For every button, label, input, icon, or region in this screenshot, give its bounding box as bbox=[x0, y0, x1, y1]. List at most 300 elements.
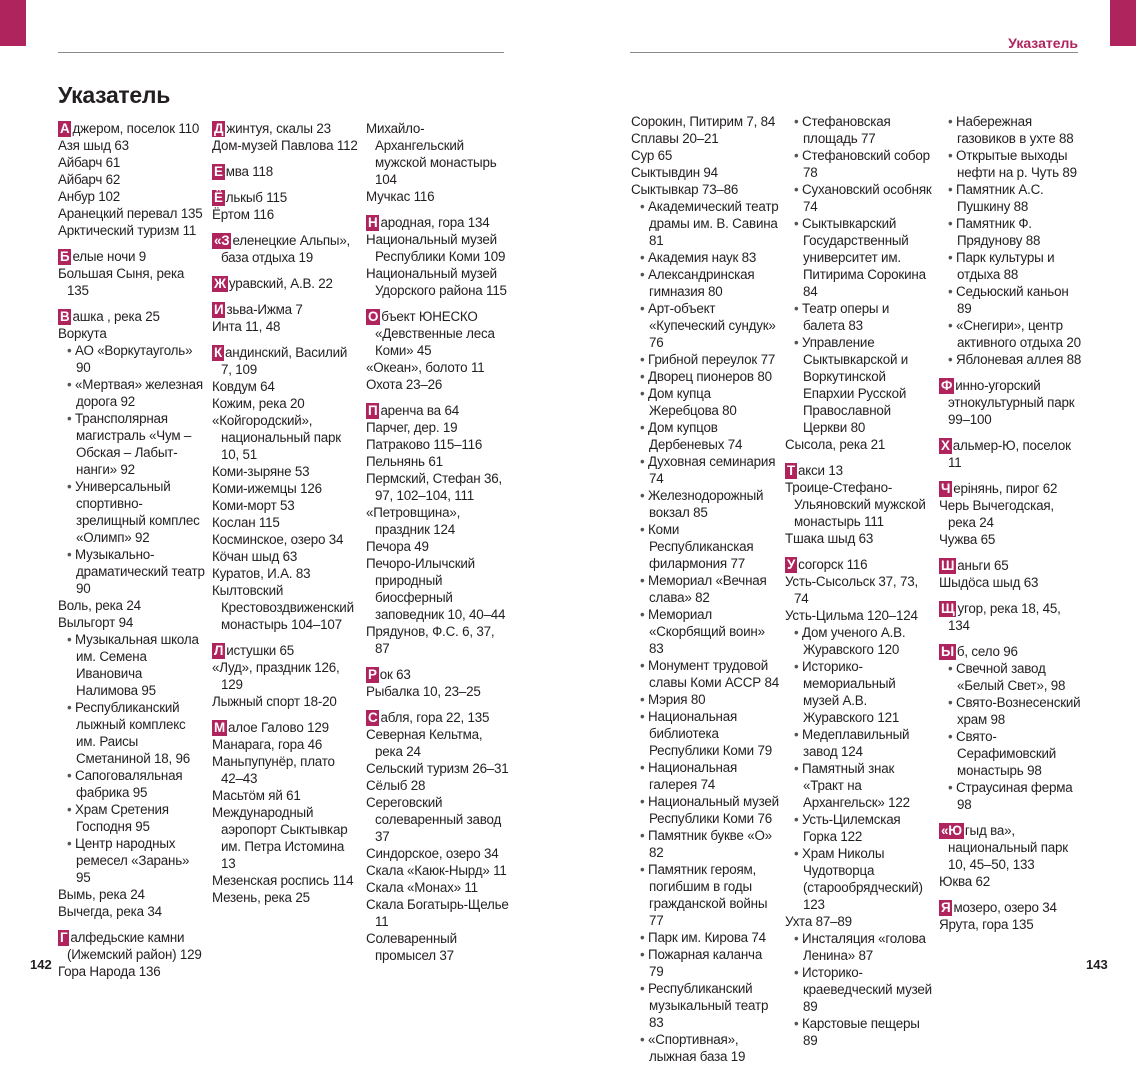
index-entry-text: Рыбалка 10, 23–25 bbox=[366, 684, 481, 699]
index-entry-text: Большая Сыня, река 135 bbox=[58, 266, 185, 298]
index-entry bbox=[212, 232, 360, 266]
index-subentry bbox=[785, 726, 933, 760]
index-subentry bbox=[631, 691, 779, 708]
index-section bbox=[939, 643, 1085, 813]
index-entry-text: истушки 65 bbox=[226, 643, 295, 658]
index-entry bbox=[366, 760, 512, 777]
index-entry-text: «Океан», болото 11 bbox=[366, 360, 485, 375]
index-subentry bbox=[785, 300, 933, 334]
index-entry-text: Свято-Серафимовский монастырь 98 bbox=[956, 729, 1057, 778]
index-entry-text: Инта 11, 48 bbox=[212, 319, 281, 334]
index-entry bbox=[366, 453, 512, 470]
index-subentry bbox=[939, 728, 1085, 779]
index-entry-text: Управление Сыктывкарской и Воркутинской Епархии Русской Православной Церкви 80 bbox=[802, 335, 909, 435]
index-entry bbox=[366, 231, 512, 265]
index-entry bbox=[785, 462, 933, 479]
index-entry-text: Коми-морт 53 bbox=[212, 498, 295, 513]
index-entry-text: мозеро, озеро 34 bbox=[953, 900, 1057, 915]
index-letter-badge: Ф bbox=[941, 378, 953, 393]
index-entry-text: Дом ученого А.В. Журавского 120 bbox=[802, 625, 906, 657]
index-entry-text: Музыкальная школа им. Семена Ивановича Налимова 95 bbox=[75, 632, 199, 698]
index-letter-badge: Щ bbox=[941, 601, 955, 616]
index-subentry bbox=[631, 300, 779, 351]
index-entry bbox=[939, 574, 1085, 591]
index-subentry bbox=[939, 283, 1085, 317]
index-subentry bbox=[631, 198, 779, 249]
index-entry-text: Историко-мемориальный музей А.В. Журавского 121 bbox=[802, 659, 900, 725]
index-letter-badge: О bbox=[368, 309, 379, 324]
index-entry-text: Кослан 115 bbox=[212, 515, 280, 530]
index-subentry bbox=[58, 801, 206, 835]
index-entry-text: Коми Республиканская филармония 77 bbox=[648, 522, 754, 571]
index-subentry bbox=[939, 147, 1085, 181]
index-subentry bbox=[631, 861, 779, 929]
index-letter-badge: К bbox=[214, 345, 222, 360]
index-entry bbox=[366, 709, 512, 726]
index-entry-text: Шыдöса шыд 63 bbox=[939, 575, 1039, 590]
index-entry bbox=[58, 597, 206, 614]
index-entry bbox=[212, 120, 360, 137]
index-entry-text: Сорокин, Питирим 7, 84 bbox=[631, 114, 776, 129]
index-entry-text: согорск 116 bbox=[798, 557, 868, 572]
index-entry-text: Косминское, озеро 34 bbox=[212, 532, 344, 547]
index-subentry bbox=[785, 624, 933, 658]
index-entry bbox=[939, 643, 1085, 660]
index-entry-text: Духовная семинария 74 bbox=[648, 454, 776, 486]
index-subentry bbox=[631, 351, 779, 368]
index-entry-text: Вычегда, река 34 bbox=[58, 904, 162, 919]
index-entry-text: ерінянь, пирог 62 bbox=[953, 481, 1058, 496]
index-entry-text: Гора Народа 136 bbox=[58, 964, 161, 979]
index-entry-text: Сплавы 20–21 bbox=[631, 131, 719, 146]
index-entry-text: Аранецкий перевал 135 bbox=[58, 206, 203, 221]
index-subentry bbox=[631, 759, 779, 793]
index-entry bbox=[366, 265, 512, 299]
index-entry-text: Пожарная каланча 79 bbox=[648, 947, 763, 979]
index-entry-text: Международный аэропорт Сыктывкар им. Петра Истомина 13 bbox=[212, 805, 348, 871]
index-section bbox=[785, 556, 933, 1049]
index-entry-text: Национальная галерея 74 bbox=[648, 760, 738, 792]
index-entry-text: Азя шыд 63 bbox=[58, 138, 129, 153]
index-section bbox=[939, 822, 1085, 890]
index-subentry bbox=[58, 546, 206, 597]
index-entry bbox=[939, 916, 1085, 933]
index-entry-text: Яблоневая аллея 88 bbox=[956, 352, 1082, 367]
index-letter-badge: Б bbox=[60, 249, 70, 264]
index-subentry bbox=[631, 419, 779, 453]
index-entry bbox=[366, 862, 512, 879]
index-subentry bbox=[631, 453, 779, 487]
index-column-1 bbox=[58, 120, 206, 980]
index-entry bbox=[58, 929, 206, 963]
index-entry-text: Лыжный спорт 18-20 bbox=[212, 694, 337, 709]
index-entry bbox=[366, 555, 512, 623]
index-entry-text: Патраково 115–116 bbox=[366, 437, 483, 452]
index-entry bbox=[58, 963, 206, 980]
index-entry-text: Набережная газовиков в ухте 88 bbox=[956, 114, 1074, 146]
index-entry bbox=[939, 557, 1085, 574]
index-subentry bbox=[58, 410, 206, 478]
index-entry-text: Свято-Вознесенский храм 98 bbox=[956, 695, 1081, 727]
page-title: Указатель bbox=[58, 82, 171, 108]
index-entry-text: «Койгородский», национальный парк 10, 51 bbox=[212, 413, 341, 462]
index-entry-text: Чужва 65 bbox=[939, 532, 996, 547]
index-entry-text: Айбарч 62 bbox=[58, 172, 121, 187]
index-subentry bbox=[631, 249, 779, 266]
index-section bbox=[212, 344, 360, 633]
index-entry bbox=[366, 879, 512, 896]
index-entry-text: Коми-ижемцы 126 bbox=[212, 481, 322, 496]
index-entry-text: Памятный знак «Тракт на Архангельск» 122 bbox=[802, 761, 910, 810]
index-entry-text: Академический театр драмы им. В. Савина 81 bbox=[648, 199, 779, 248]
index-subentry bbox=[939, 249, 1085, 283]
index-entry-text: Памятник А.С. Пушкину 88 bbox=[956, 182, 1044, 214]
index-entry-text: Памятник букве «О» 82 bbox=[648, 828, 772, 860]
index-letter-badge: Н bbox=[368, 215, 378, 230]
index-entry-text: б, село 96 bbox=[956, 644, 1018, 659]
index-entry-text: Трансполярная магистраль «Чум – Обская – Лабыт-нанги» 92 bbox=[75, 411, 192, 477]
index-entry-text: Инсталяция «голова Ленина» 87 bbox=[802, 931, 926, 963]
index-section bbox=[785, 113, 933, 453]
index-entry-text: Мезенская роспись 114 bbox=[212, 873, 354, 888]
index-entry bbox=[58, 614, 206, 631]
index-subentry bbox=[939, 660, 1085, 694]
index-entry bbox=[939, 377, 1085, 428]
index-subentry bbox=[631, 657, 779, 691]
index-entry-text: Храм Сретения Господня 95 bbox=[75, 802, 169, 834]
index-entry-text: лькыб 115 bbox=[225, 190, 287, 205]
index-entry-text: Ярута, гора 135 bbox=[939, 917, 1034, 932]
index-entry bbox=[785, 573, 933, 607]
index-entry bbox=[212, 693, 360, 710]
index-entry bbox=[939, 822, 1085, 873]
index-entry bbox=[366, 188, 512, 205]
index-column-2 bbox=[212, 120, 360, 906]
index-entry-text: Вымь, река 24 bbox=[58, 887, 145, 902]
index-section bbox=[939, 899, 1085, 933]
index-entry bbox=[58, 137, 206, 154]
index-entry-text: АО «Воркутауголь» 90 bbox=[75, 343, 193, 375]
index-entry-text: Пермский, Стефан 36, 97, 102–104, 111 bbox=[366, 471, 502, 503]
index-section bbox=[212, 232, 360, 266]
index-entry-text: Грибной переулок 77 bbox=[648, 352, 776, 367]
index-section bbox=[366, 402, 512, 657]
index-subentry bbox=[631, 368, 779, 385]
index-letter-badge: Ч bbox=[941, 481, 951, 496]
index-column-6 bbox=[939, 113, 1085, 933]
index-entry bbox=[212, 753, 360, 787]
index-column-3 bbox=[366, 120, 512, 964]
index-entry-text: мва 118 bbox=[225, 164, 274, 179]
index-entry bbox=[58, 205, 206, 222]
index-entry-text: Мезень, река 25 bbox=[212, 890, 310, 905]
index-entry-text: Ковдум 64 bbox=[212, 379, 275, 394]
index-letter-badge: Ж bbox=[214, 276, 226, 291]
index-entry-text: гыд ва», национальный парк 10, 45–50, 133 bbox=[948, 823, 1068, 872]
index-section bbox=[212, 189, 360, 223]
index-subentry bbox=[785, 845, 933, 913]
index-section bbox=[939, 437, 1085, 471]
index-entry-text: жинтуя, скалы 23 bbox=[226, 121, 331, 136]
index-subentry bbox=[785, 215, 933, 300]
index-entry-text: Сыктывдин 94 bbox=[631, 165, 718, 180]
index-entry-text: еленецкие Альпы», база отдыха 19 bbox=[221, 233, 351, 265]
index-letter-badge: Я bbox=[941, 900, 951, 915]
index-entry bbox=[58, 120, 206, 137]
index-entry-text: Солеваренный промысел 37 bbox=[366, 931, 457, 963]
index-entry bbox=[212, 531, 360, 548]
index-entry-text: Республиканский лыжный комплекс им. Раисы Сметаниной 18, 96 bbox=[75, 700, 191, 766]
index-entry-text: акси 13 bbox=[797, 463, 843, 478]
index-subentry bbox=[58, 835, 206, 886]
index-entry-text: Куратов, И.А. 83 bbox=[212, 566, 311, 581]
index-entry bbox=[785, 607, 933, 624]
index-subentry bbox=[939, 181, 1085, 215]
index-subentry bbox=[631, 708, 779, 759]
index-entry bbox=[366, 623, 512, 657]
index-entry bbox=[212, 189, 360, 206]
index-subentry bbox=[785, 658, 933, 726]
index-entry-text: Анбур 102 bbox=[58, 189, 120, 204]
index-entry-text: Дом купцов Дербеневых 74 bbox=[648, 420, 743, 452]
index-entry-text: Коми-зыряне 53 bbox=[212, 464, 310, 479]
index-section bbox=[939, 480, 1085, 548]
index-entry-text: Михайло-Архангельский мужской монастырь 104 bbox=[366, 121, 497, 187]
index-section bbox=[58, 929, 206, 980]
index-subentry bbox=[785, 147, 933, 181]
index-entry-text: Памятник Ф. Прядунову 88 bbox=[956, 216, 1041, 248]
index-entry-text: «Луд», праздник 126, 129 bbox=[212, 660, 340, 692]
index-letter-badge: Ш bbox=[941, 558, 955, 573]
index-entry-text: Национальный музей Республики Коми 109 bbox=[366, 232, 506, 264]
index-subentry bbox=[631, 572, 779, 606]
index-entry-text: Сухановский особняк 74 bbox=[802, 182, 932, 214]
right-header-rule bbox=[630, 52, 1078, 53]
index-entry-text: Усть-Сысольск 37, 73, 74 bbox=[785, 574, 918, 606]
index-entry-text: инно-угорский этнокультурный парк 99–100 bbox=[948, 378, 1075, 427]
index-subentry bbox=[939, 113, 1085, 147]
index-entry-text: Мемориал «Вечная слава» 82 bbox=[648, 573, 767, 605]
index-entry-text: Стефановская площадь 77 bbox=[802, 114, 891, 146]
index-letter-badge: «З bbox=[214, 233, 230, 248]
index-entry bbox=[212, 463, 360, 480]
index-entry-text: Сельский туризм 26–31 bbox=[366, 761, 509, 776]
index-subentry bbox=[939, 779, 1085, 813]
index-entry bbox=[366, 470, 512, 504]
index-subentry bbox=[785, 334, 933, 436]
index-entry bbox=[212, 548, 360, 565]
index-entry bbox=[366, 308, 512, 359]
index-entry-text: Стефановский собор 78 bbox=[802, 148, 930, 180]
index-entry bbox=[58, 171, 206, 188]
index-entry bbox=[939, 480, 1085, 497]
index-entry bbox=[212, 344, 360, 378]
index-entry bbox=[366, 504, 512, 538]
index-entry-text: андинский, Василий 7, 109 bbox=[221, 345, 348, 377]
index-entry bbox=[58, 248, 206, 265]
index-letter-badge: М bbox=[214, 720, 225, 735]
index-subentry bbox=[58, 631, 206, 699]
index-section bbox=[212, 163, 360, 180]
index-section bbox=[212, 719, 360, 906]
index-entry-text: Усть-Цилемская Горка 122 bbox=[802, 812, 901, 844]
index-entry-text: Айбарч 61 bbox=[58, 155, 121, 170]
index-entry-text: Седьюский каньон 89 bbox=[956, 284, 1069, 316]
index-subentry bbox=[785, 930, 933, 964]
index-subentry bbox=[58, 376, 206, 410]
index-entry-text: Историко-краеведческий музей 89 bbox=[802, 965, 932, 1014]
index-entry bbox=[366, 930, 512, 964]
index-entry bbox=[631, 164, 779, 181]
index-entry bbox=[366, 359, 512, 376]
index-subentry bbox=[785, 964, 933, 1015]
index-section bbox=[212, 120, 360, 154]
index-entry-text: Скала Богатырь-Щелье 11 bbox=[366, 897, 509, 929]
left-header-rule bbox=[58, 52, 504, 53]
index-entry-text: угор, река 18, 45, 134 bbox=[948, 601, 1061, 633]
index-section bbox=[58, 120, 206, 239]
index-entry-text: Центр народных ремесел «Зарань» 95 bbox=[75, 836, 190, 885]
index-section bbox=[631, 113, 779, 1065]
index-entry-text: Национальный музей Удорского района 115 bbox=[366, 266, 507, 298]
index-subentry bbox=[631, 980, 779, 1031]
index-section bbox=[366, 308, 512, 393]
index-entry bbox=[212, 514, 360, 531]
index-entry bbox=[366, 538, 512, 555]
index-subentry bbox=[785, 181, 933, 215]
index-entry bbox=[939, 873, 1085, 890]
index-entry-text: Железнодорожный вокзал 85 bbox=[648, 488, 764, 520]
index-entry bbox=[58, 154, 206, 171]
index-entry bbox=[212, 787, 360, 804]
index-section bbox=[212, 642, 360, 710]
index-entry-text: елые ночи 9 bbox=[72, 249, 147, 264]
index-entry bbox=[631, 113, 779, 130]
index-section bbox=[366, 709, 512, 964]
index-entry bbox=[939, 437, 1085, 471]
index-subentry bbox=[785, 811, 933, 845]
index-entry-text: аренча ва 64 bbox=[380, 403, 459, 418]
index-subentry bbox=[785, 760, 933, 811]
index-entry-text: алое Галово 129 bbox=[227, 720, 329, 735]
index-entry bbox=[631, 147, 779, 164]
index-entry-text: Парчег, дер. 19 bbox=[366, 420, 458, 435]
index-letter-badge: Р bbox=[368, 667, 377, 682]
index-entry-text: Карстовые пещеры 89 bbox=[802, 1016, 920, 1048]
index-entry-text: ашка , река 25 bbox=[72, 309, 160, 324]
index-entry-text: Охота 23–26 bbox=[366, 377, 443, 392]
index-entry-text: Монумент трудовой славы Коми АССР 84 bbox=[648, 658, 779, 690]
index-entry-text: Кöчан шыд 63 bbox=[212, 549, 298, 564]
index-entry bbox=[58, 325, 206, 342]
index-entry bbox=[212, 736, 360, 753]
index-letter-badge: В bbox=[60, 309, 70, 324]
index-entry bbox=[212, 378, 360, 395]
index-entry-text: Мучкас 116 bbox=[366, 189, 435, 204]
index-entry-text: Сыктывкарский Государственный университет им. Питирима Сорокина 84 bbox=[802, 216, 926, 299]
index-entry-text: Юква 62 bbox=[939, 874, 991, 889]
index-letter-badge: Л bbox=[214, 643, 224, 658]
index-entry-text: Ухта 87–89 bbox=[785, 914, 852, 929]
index-entry bbox=[212, 889, 360, 906]
index-subentry bbox=[631, 1031, 779, 1065]
running-title: Указатель bbox=[1008, 35, 1078, 51]
index-subentry bbox=[631, 929, 779, 946]
index-entry-text: Печоро-Илычский природный биосферный заповедник 10, 40–44 bbox=[366, 556, 506, 622]
index-column-5 bbox=[785, 113, 933, 1049]
index-subentry bbox=[631, 521, 779, 572]
index-entry bbox=[212, 642, 360, 659]
index-entry-text: Черь Вычегодская, река 24 bbox=[939, 498, 1054, 530]
index-entry-text: Александринская гимназия 80 bbox=[648, 267, 755, 299]
index-entry bbox=[212, 582, 360, 633]
index-entry-text: уравский, А.В. 22 bbox=[228, 276, 333, 291]
index-entry bbox=[366, 214, 512, 231]
index-letter-badge: У bbox=[787, 557, 796, 572]
index-entry-text: Республиканский музыкальный театр 83 bbox=[648, 981, 769, 1030]
index-entry bbox=[212, 497, 360, 514]
index-entry bbox=[58, 265, 206, 299]
index-entry-text: Воль, река 24 bbox=[58, 598, 141, 613]
left-page-tab bbox=[0, 0, 26, 46]
index-entry-text: аньги 65 bbox=[957, 558, 1009, 573]
index-entry-text: Дом купца Жеребцова 80 bbox=[648, 386, 737, 418]
index-entry-text: Воркута bbox=[58, 326, 107, 341]
index-subentry bbox=[58, 767, 206, 801]
index-entry-text: «Спортивная», лыжная база 19 bbox=[648, 1032, 746, 1064]
index-entry-text: Манарага, гора 46 bbox=[212, 737, 323, 752]
index-entry-text: Свечной завод «Белый Свет», 98 bbox=[956, 661, 1066, 693]
index-entry-text: зьва-Ижма 7 bbox=[226, 302, 303, 317]
index-entry-text: Сыктывкар 73–86 bbox=[631, 182, 739, 197]
index-letter-badge: А bbox=[60, 121, 70, 136]
index-entry bbox=[212, 804, 360, 872]
index-entry-text: Северная Кельтма, река 24 bbox=[366, 727, 483, 759]
index-section bbox=[366, 214, 512, 299]
index-entry-text: джером, поселок 110 bbox=[72, 121, 200, 136]
index-letter-badge: Е bbox=[214, 164, 223, 179]
index-entry bbox=[366, 402, 512, 419]
index-section bbox=[366, 666, 512, 700]
index-entry-text: Парк им. Кирова 74 bbox=[648, 930, 766, 945]
index-entry-text: Прядунов, Ф.С. 6, 37, 87 bbox=[366, 624, 495, 656]
index-section bbox=[212, 275, 360, 292]
index-entry bbox=[212, 719, 360, 736]
index-entry bbox=[631, 181, 779, 198]
index-entry bbox=[785, 479, 933, 530]
index-entry-text: Скала «Монах» 11 bbox=[366, 880, 478, 895]
index-entry-text: бъект ЮНЕСКО «Девственные леса Коми» 45 bbox=[375, 309, 495, 358]
index-entry-text: Арт-объект «Купеческий сундук» 76 bbox=[648, 301, 776, 350]
index-entry bbox=[366, 666, 512, 683]
index-entry bbox=[212, 872, 360, 889]
index-subentry bbox=[631, 487, 779, 521]
index-entry-text: Национальная библиотека Республики Коми 79 bbox=[648, 709, 772, 758]
index-subentry bbox=[631, 385, 779, 419]
index-entry bbox=[212, 137, 360, 154]
right-page-tab bbox=[1110, 0, 1136, 46]
index-entry-text: Тшака шыд 63 bbox=[785, 531, 874, 546]
index-entry bbox=[939, 600, 1085, 634]
index-entry bbox=[939, 497, 1085, 531]
index-subentry bbox=[631, 606, 779, 657]
index-entry-text: Академия наук 83 bbox=[648, 250, 757, 265]
index-section bbox=[58, 248, 206, 299]
index-entry-text: Выльгорт 94 bbox=[58, 615, 134, 630]
index-entry bbox=[366, 777, 512, 794]
index-entry bbox=[58, 903, 206, 920]
index-letter-badge: Ё bbox=[214, 190, 223, 205]
